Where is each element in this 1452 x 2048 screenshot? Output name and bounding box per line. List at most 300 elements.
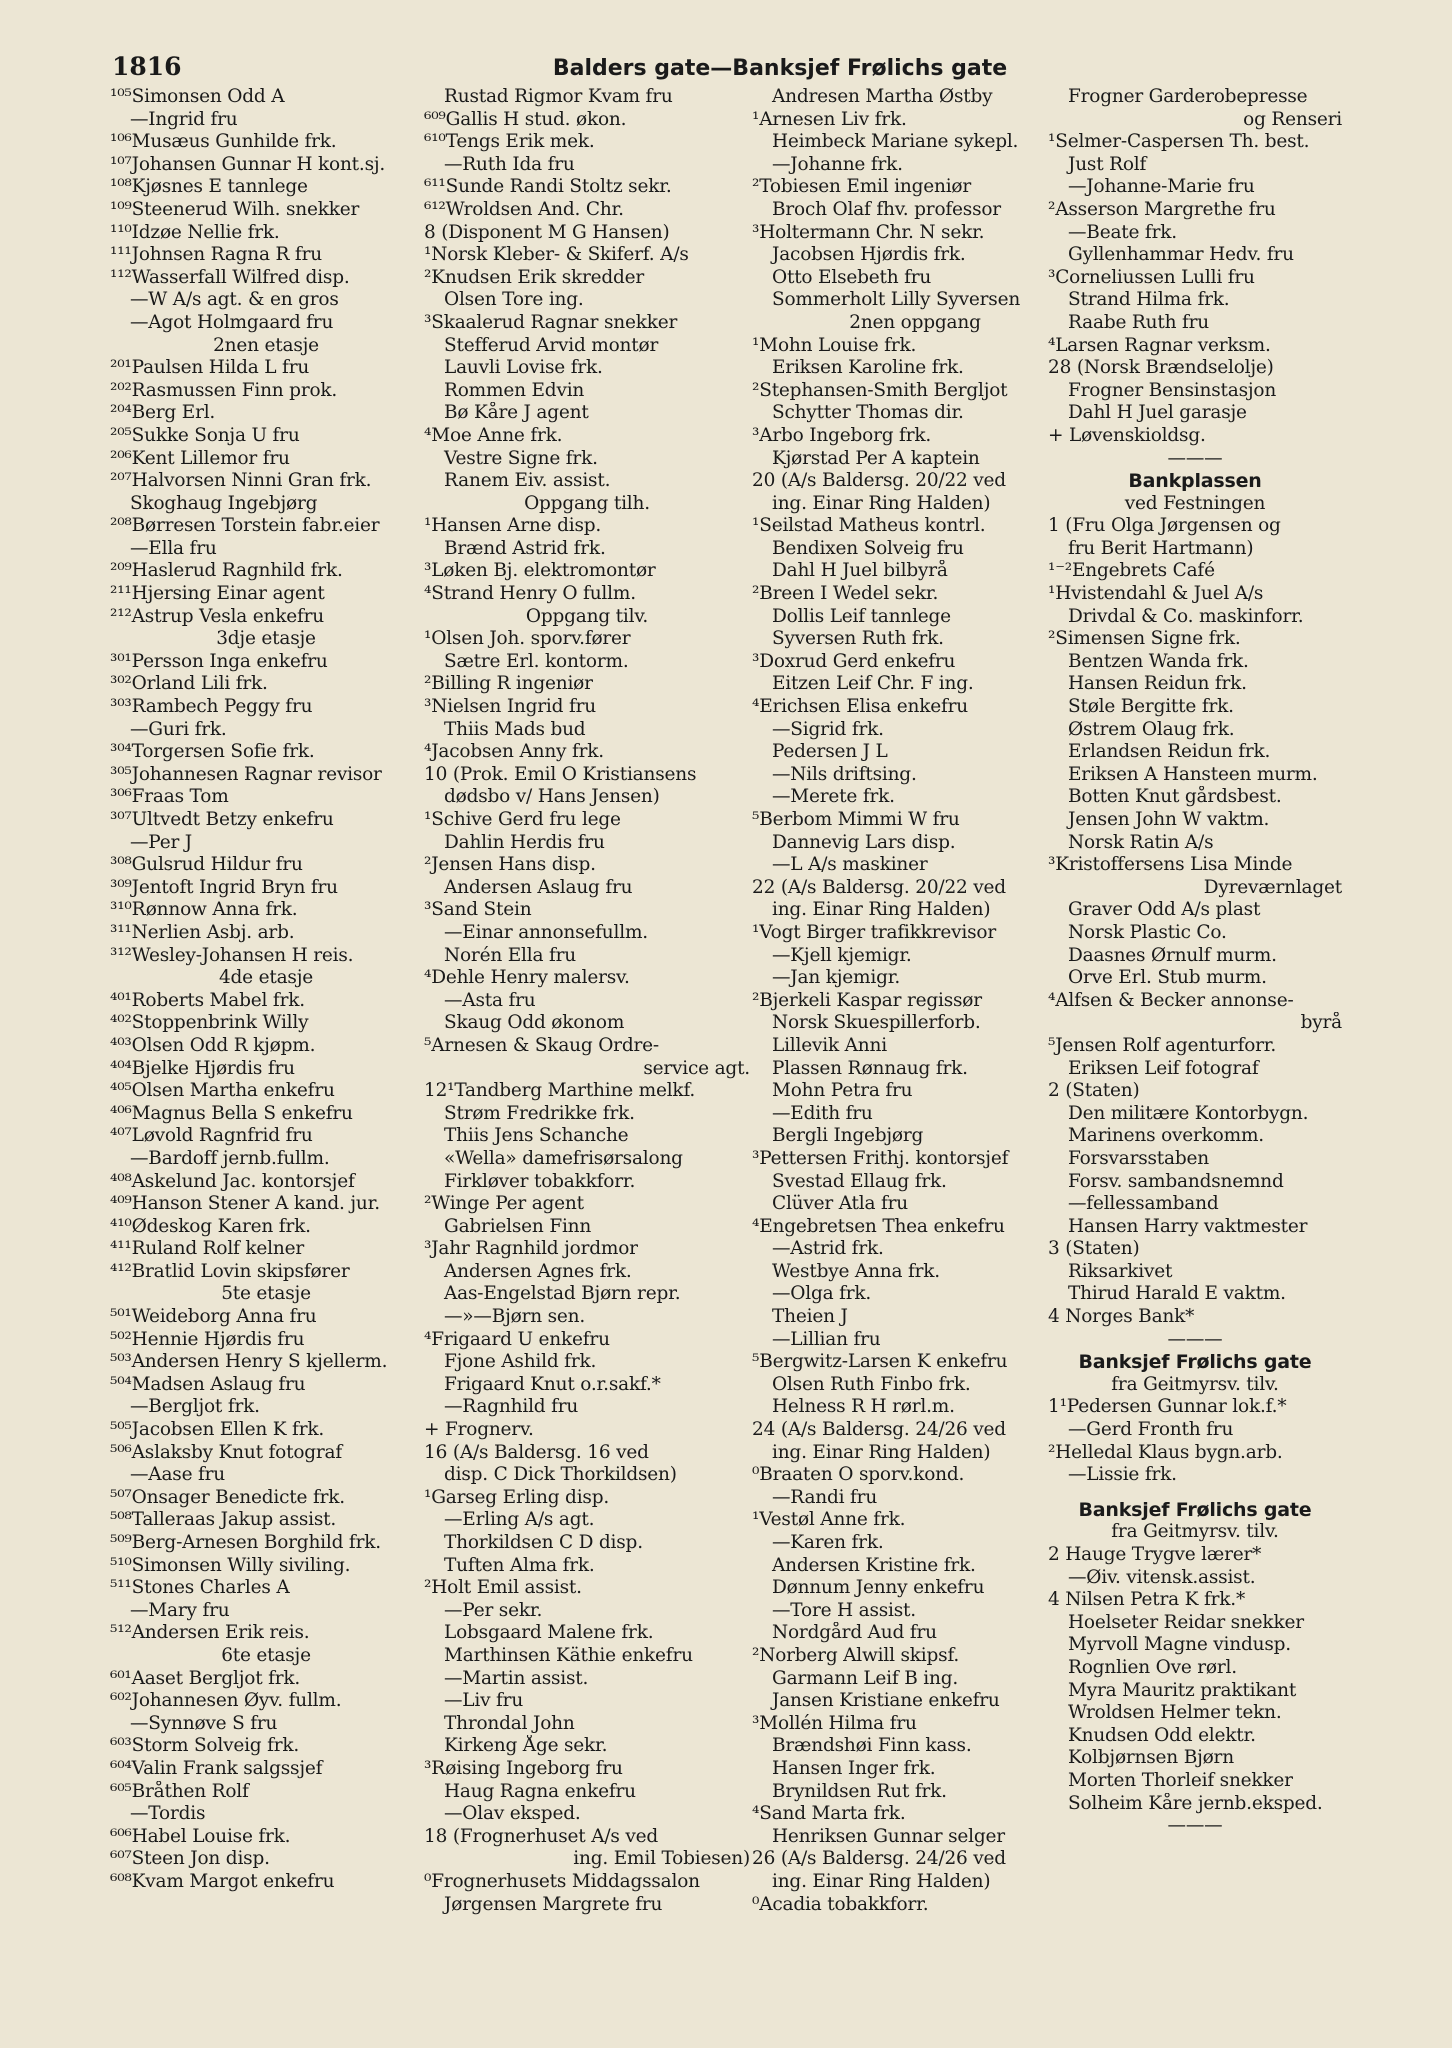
column-2: [424, 86, 750, 1916]
directory-entry: Eriksen A Hansteen murm.: [1068, 763, 1318, 785]
directory-entry: ⁴Erichsen Elisa enkefru: [752, 696, 968, 718]
section-rule: ———: [1167, 1328, 1223, 1350]
directory-entry: Østrem Olaug frk.: [1068, 718, 1235, 740]
directory-entry: fru Berit Hartmann): [1068, 537, 1254, 559]
directory-entry: —Lissie frk.: [1068, 1464, 1177, 1486]
directory-entry: Andersen Aslaug fru: [444, 876, 633, 898]
directory-entry: Jansen Kristiane enkefru: [772, 1690, 1000, 1712]
directory-entry: ³¹²Wesley-Johansen H reis.: [110, 944, 354, 966]
directory-entry: ⁶⁰⁸Kvam Margot enkefru: [110, 1870, 335, 1892]
directory-entry: —Ragnhild fru: [444, 1396, 579, 1418]
directory-entry: ⁴Larsen Ragnar verksm.: [1048, 334, 1271, 356]
directory-entry: ³Doxrud Gerd enkefru: [752, 650, 956, 672]
directory-entry: Botten Knut gårdsbest.: [1068, 786, 1282, 808]
directory-entry: ³Jahr Ragnhild jordmor: [424, 1238, 638, 1260]
directory-entry: Skaug Odd økonom: [444, 1012, 625, 1034]
directory-entry: ⁵⁰⁶Aslaksby Knut fotograf: [110, 1441, 343, 1463]
sub-heading: fra Geitmyrsv. tilv.: [1111, 1521, 1279, 1543]
directory-entry: Forsvarsstaben: [1068, 1147, 1209, 1169]
directory-entry: Kjørstad Per A kaptein: [772, 447, 980, 469]
sub-heading: 2nen etasje: [213, 334, 319, 356]
directory-entry: Helness R H rørl.m.: [772, 1396, 955, 1418]
directory-entry: ³Kristoffersens Lisa Minde: [1048, 854, 1293, 876]
directory-entry: ³Løken Bj. elektromontør: [424, 560, 656, 582]
directory-entry: ⁴Engebretsen Thea enkefru: [752, 1215, 1005, 1237]
directory-entry: ³Mollén Hilma fru: [752, 1712, 917, 1734]
directory-entry: ³⁰²Orland Lili frk.: [110, 673, 268, 695]
directory-entry: 1 (Fru Olga Jørgensen og: [1048, 515, 1281, 537]
directory-entry: Frogner Garderobepresse: [1068, 86, 1308, 107]
directory-entry: —Tore H assist.: [772, 1599, 916, 1621]
directory-entry: ²Simensen Signe frk.: [1048, 628, 1241, 650]
directory-entry: Andresen Martha Østby: [772, 86, 993, 107]
directory-entry: + Frognerv.: [424, 1419, 534, 1441]
directory-entry: 26 (A/s Baldersg. 24/26 ved: [752, 1848, 1006, 1870]
directory-entry: Svestad Ellaug frk.: [772, 1170, 947, 1192]
directory-entry: Den militære Kontorbygn.: [1068, 1102, 1309, 1124]
directory-entry: Brændshøi Finn kass.: [772, 1735, 972, 1757]
directory-entry: ²Breen I Wedel sekr.: [752, 583, 939, 605]
directory-entry: Frogner Bensinstasjon: [1068, 379, 1277, 401]
directory-entry: ⁰Acadia tobakkforr.: [752, 1893, 929, 1915]
directory-entry: Just Rolf: [1068, 153, 1147, 175]
directory-entry: service agt.: [643, 1057, 750, 1079]
directory-entry: 12¹Tandberg Marthine melkf.: [424, 1080, 696, 1102]
directory-entry: Tuften Alma frk.: [444, 1554, 595, 1576]
directory-entry: Støle Bergitte frk.: [1068, 696, 1234, 718]
directory-entry: Rognlien Ove rørl.: [1068, 1656, 1237, 1678]
directory-entry: ⁵⁰¹Weideborg Anna fru: [110, 1306, 317, 1328]
directory-entry: ³Corneliussen Lulli fru: [1048, 266, 1255, 288]
directory-entry: ²Stephansen-Smith Bergljot: [752, 379, 1008, 401]
directory-entry: ²⁰⁶Kent Lillemor fru: [110, 447, 290, 469]
directory-entry: Thiis Mads bud: [444, 718, 586, 740]
directory-entry: ¹⁻²Engebrets Café: [1048, 560, 1215, 582]
directory-entry: —Guri frk.: [130, 718, 227, 740]
directory-entry: —Ingrid fru: [130, 108, 238, 130]
directory-entry: Theien J: [772, 1306, 848, 1328]
directory-entry: ⁶¹²Wroldsen And. Chr.: [424, 198, 624, 220]
directory-entry: Pedersen J L: [772, 741, 888, 763]
section-rule: ———: [1167, 447, 1223, 469]
sub-heading: Oppgang tilv.: [525, 605, 649, 627]
directory-entry: ³⁰⁸Gulsrud Hildur fru: [110, 854, 303, 876]
directory-entry: Solheim Kåre jernb.eksped.: [1068, 1792, 1323, 1814]
directory-entry: ²⁰⁷Halvorsen Ninni Gran frk.: [110, 470, 372, 492]
directory-entry: Strand Hilma frk.: [1068, 289, 1230, 311]
directory-entry: Bergli Ingebjørg: [772, 1125, 924, 1147]
directory-entry: ¹⁰⁵Simonsen Odd A: [110, 86, 285, 107]
directory-entry: ³⁰⁶Fraas Tom: [110, 786, 229, 808]
directory-entry: Dannevig Lars disp.: [772, 831, 956, 853]
directory-entry: Dønnum Jenny enkefru: [772, 1577, 985, 1599]
directory-entry: ²⁰⁹Haslerud Ragnhild frk.: [110, 560, 343, 582]
directory-entry: ¹Norsk Kleber- & Skiferf. A/s: [424, 244, 689, 266]
directory-entry: ⁴Strand Henry O fullm.: [424, 583, 636, 605]
directory-entry: ²Jensen Hans disp.: [424, 854, 596, 876]
directory-entry: ³⁰⁴Torgersen Sofie frk.: [110, 741, 315, 763]
directory-entry: ⁵¹⁰Simonsen Willy siviling.: [110, 1554, 351, 1576]
directory-entry: Lillevik Anni: [772, 1034, 887, 1056]
directory-entry: —Karen frk.: [772, 1532, 884, 1553]
directory-entry: ²Asserson Margrethe fru: [1048, 198, 1276, 220]
directory-entry: ⁴⁰⁹Hanson Stener A kand. jur.: [110, 1193, 380, 1215]
directory-entry: 8 (Disponent M G Hansen): [424, 221, 670, 243]
sub-heading: 3dje etasje: [216, 628, 316, 650]
directory-entry: dødsbo v/ Hans Jensen): [444, 786, 660, 808]
directory-entry: Lobsgaard Malene frk.: [444, 1622, 654, 1644]
directory-entry: ¹Mohn Louise frk.: [752, 334, 917, 356]
directory-entry: Forsv. sambandsnemnd: [1068, 1170, 1284, 1192]
directory-entry: —Johanne frk.: [772, 153, 903, 175]
directory-entry: ⁵⁰⁴Madsen Aslaug fru: [110, 1373, 306, 1395]
directory-entry: Westbye Anna frk.: [772, 1260, 940, 1282]
directory-entry: Stefferud Arvid montør: [444, 334, 659, 356]
directory-entry: Bendixen Solveig fru: [772, 537, 964, 559]
directory-entry: og Renseri: [1243, 108, 1342, 130]
directory-entry: Brænd Astrid frk.: [444, 537, 606, 559]
section-heading: Bankplassen: [1128, 470, 1262, 493]
directory-entry: Orve Erl. Stub murm.: [1068, 967, 1267, 989]
directory-entry: ⁵Arnesen & Skaug Ordre-: [424, 1034, 659, 1056]
directory-entry: ⁰Braaten O sporv.kond.: [752, 1464, 965, 1486]
directory-entry: ³⁰⁹Jentoft Ingrid Bryn fru: [110, 876, 338, 898]
directory-entry: ⁵⁰⁷Onsager Benedicte frk.: [110, 1486, 345, 1508]
directory-entry: ³Pettersen Frithj. kontorsjef: [752, 1147, 1009, 1169]
directory-entry: ²⁰⁴Berg Erl.: [110, 402, 216, 424]
directory-entry: Throndal John: [444, 1712, 575, 1734]
directory-entry: Broch Olaf fhv. professor: [772, 198, 1001, 220]
directory-entry: ⁵⁰³Andersen Henry S kjellerm.: [110, 1351, 388, 1373]
directory-entry: Rommen Edvin: [444, 379, 585, 401]
directory-entry: —Olga frk.: [772, 1283, 872, 1305]
directory-entry: —Edith fru: [772, 1102, 873, 1124]
directory-entry: Kirkeng Åge sekr.: [444, 1735, 608, 1757]
sub-heading: fra Geitmyrsv. tilv.: [1111, 1373, 1279, 1395]
directory-entry: ⁶⁰⁷Steen Jon disp.: [110, 1848, 270, 1870]
directory-entry: ⁴⁰⁶Magnus Bella S enkefru: [110, 1102, 353, 1124]
directory-entry: ¹Seilstad Matheus kontrl.: [752, 515, 986, 537]
directory-entry: —»—Bjørn sen.: [444, 1306, 586, 1328]
directory-entry: Norsk Plastic Co.: [1068, 921, 1227, 943]
directory-entry: ²Winge Per agent: [424, 1193, 584, 1215]
directory-entry: ¹Olsen Joh. sporv.fører: [424, 628, 631, 650]
directory-entry: Dollis Leif tannlege: [772, 605, 951, 627]
directory-entry: 22 (A/s Baldersg. 20/22 ved: [752, 876, 1006, 898]
directory-entry: —Aase fru: [130, 1464, 226, 1486]
directory-entry: + Løvenskioldsg.: [1048, 424, 1206, 446]
directory-entry: Hansen Inger frk.: [772, 1757, 936, 1779]
directory-entry: ¹¹¹Johnsen Ragna R fru: [110, 244, 322, 266]
directory-entry: —L A/s maskiner: [772, 854, 928, 876]
column-1: [110, 86, 422, 1894]
directory-entry: Graver Odd A/s plast: [1068, 899, 1261, 921]
directory-entry: Thirud Harald E vaktm.: [1068, 1283, 1286, 1305]
directory-entry: Jensen John W vaktm.: [1068, 809, 1270, 830]
directory-entry: ²⁰⁵Sukke Sonja U fru: [110, 424, 300, 446]
section-heading: Banksjef Frølichs gate: [1078, 1498, 1312, 1521]
directory-entry: ⁶¹¹Sunde Randi Stoltz sekr.: [424, 176, 672, 198]
directory-entry: ³⁰⁷Ultvedt Betzy enkefru: [110, 809, 334, 830]
directory-entry: ¹Vogt Birger trafikkrevisor: [752, 921, 996, 943]
directory-entry: ⁴Sand Marta frk.: [752, 1803, 906, 1825]
directory-entry: —Tordis: [130, 1803, 206, 1825]
sub-heading: 4de etasje: [218, 967, 314, 989]
sub-heading: Oppgang tilh.: [524, 492, 650, 514]
directory-entry: ²¹¹Hjersing Einar agent: [110, 583, 325, 605]
directory-entry: —Per J: [130, 831, 193, 853]
directory-entry: —Agot Holmgaard fru: [130, 311, 334, 333]
section-heading: Banksjef Frølichs gate: [1078, 1351, 1312, 1374]
running-head: Balders gate—Banksjef Frølichs gate: [552, 56, 1008, 81]
directory-entry: ³Sand Stein: [424, 899, 532, 921]
directory-entry: ³⁰⁵Johannesen Ragnar revisor: [110, 763, 382, 785]
directory-entry: ⁶⁰⁴Valin Frank salgssjef: [110, 1757, 323, 1779]
directory-entry: Aas-Engelstad Bjørn repr.: [444, 1283, 681, 1305]
directory-entry: Fjone Ashild frk.: [444, 1351, 597, 1373]
directory-entry: ²Tobiesen Emil ingeniør: [752, 176, 971, 198]
directory-entry: Andersen Kristine frk.: [772, 1554, 976, 1576]
directory-entry: ¹⁰⁶Musæus Gunhilde frk.: [110, 131, 337, 153]
directory-entry: Marinens overkomm.: [1068, 1125, 1264, 1147]
directory-entry: —Øiv. vitensk.assist.: [1068, 1566, 1256, 1588]
directory-entry: —Erling A/s agt.: [444, 1509, 595, 1531]
directory-entry: —Olav eksped.: [444, 1803, 581, 1825]
directory-entry: —Ella fru: [130, 537, 217, 559]
directory-entry: ¹¹⁰Idzøe Nellie frk.: [110, 221, 280, 243]
directory-entry: —Gerd Fronth fru: [1068, 1419, 1234, 1441]
directory-entry: ³Arbo Ingeborg frk.: [752, 424, 932, 446]
directory-entry: Dyreværnlaget: [1203, 876, 1342, 898]
directory-entry: ³Holtermann Chr. N sekr.: [752, 221, 985, 243]
directory-entry: 20 (A/s Baldersg. 20/22 ved: [752, 470, 1006, 492]
directory-entry: Eriksen Karoline frk.: [772, 357, 964, 379]
directory-entry: «Wella» damefrisørsalong: [444, 1147, 683, 1169]
directory-entry: ²Helledal Klaus bygn.arb.: [1048, 1441, 1283, 1463]
directory-entry: Schytter Thomas dir.: [772, 402, 964, 424]
directory-entry: Myrvoll Magne vindusp.: [1068, 1634, 1291, 1656]
directory-entry: —Ruth Ida fru: [444, 153, 575, 175]
directory-entry: ¹Hvistendahl & Juel A/s: [1048, 583, 1264, 605]
directory-entry: Brynildsen Rut frk.: [772, 1780, 947, 1802]
directory-entry: Kolbjørnsen Bjørn: [1068, 1747, 1234, 1769]
directory-entry: ⁵⁰⁹Berg-Arnesen Borghild frk.: [110, 1532, 381, 1553]
directory-entry: ³¹⁰Rønnow Anna frk.: [110, 899, 298, 921]
directory-entry: —Martin assist.: [444, 1667, 589, 1689]
directory-entry: Eitzen Leif Chr. F ing.: [772, 673, 974, 695]
directory-entry: Clüver Atla fru: [772, 1193, 909, 1215]
directory-entry: —Lillian fru: [772, 1328, 881, 1350]
directory-entry: ³Nielsen Ingrid fru: [424, 696, 596, 718]
directory-entry: Drivdal & Co. maskinforr.: [1068, 605, 1304, 627]
directory-entry: ⁴⁰¹Roberts Mabel frk.: [110, 989, 305, 1011]
directory-entry: ⁴¹⁰Ødeskog Karen frk.: [110, 1215, 311, 1237]
directory-entry: Thorkildsen C D disp.: [444, 1532, 643, 1553]
directory-entry: ⁶⁰⁶Habel Louise frk.: [110, 1825, 291, 1847]
directory-entry: Frigaard Knut o.r.sakf.*: [444, 1373, 661, 1395]
directory-entry: Heimbeck Mariane sykepl.: [772, 131, 1019, 153]
directory-entry: Hoelseter Reidar snekker: [1068, 1611, 1304, 1633]
directory-entry: Wroldsen Helmer tekn.: [1068, 1702, 1282, 1724]
sub-heading: ved Festningen: [1124, 492, 1266, 514]
directory-entry: ²⁰²Rasmussen Finn prok.: [110, 379, 338, 401]
directory-entry: 18 (Frognerhuset A/s ved: [424, 1825, 659, 1847]
directory-entry: ¹Vestøl Anne frk.: [752, 1509, 906, 1531]
directory-entry: 4 Norges Bank*: [1048, 1306, 1195, 1328]
directory-entry: Myra Mauritz praktikant: [1068, 1679, 1297, 1701]
directory-entry: ¹¹²Wasserfall Wilfred disp.: [110, 266, 350, 288]
directory-entry: ⁵⁰²Hennie Hjørdis fru: [110, 1328, 305, 1350]
directory-entry: —Jan kjemigr.: [772, 967, 901, 989]
directory-entry: ⁴¹¹Ruland Rolf kelner: [110, 1238, 304, 1260]
directory-entry: ⁵Jensen Rolf agenturforr.: [1048, 1034, 1277, 1056]
directory-entry: Erlandsen Reidun frk.: [1068, 741, 1271, 763]
directory-entry: ³¹¹Nerlien Asbj. arb.: [110, 921, 295, 943]
directory-entry: —Liv fru: [444, 1690, 524, 1712]
directory-entry: Hansen Harry vaktmester: [1068, 1215, 1308, 1237]
directory-entry: Mohn Petra fru: [772, 1080, 913, 1102]
directory-entry: ²Norberg Alwill skipsf.: [752, 1644, 960, 1666]
directory-entry: ing. Einar Ring Halden): [772, 1441, 991, 1463]
directory-entry: ⁴⁰⁸Askelund Jac. kontorsjef: [110, 1170, 355, 1192]
directory-entry: ¹Hansen Arne disp.: [424, 515, 602, 537]
directory-entry: ²⁰¹Paulsen Hilda L fru: [110, 357, 310, 379]
directory-entry: Norén Ella fru: [444, 944, 576, 966]
directory-entry: Vestre Signe frk.: [444, 447, 598, 469]
directory-entry: —Mary fru: [130, 1599, 230, 1621]
directory-entry: ¹⁰⁷Johansen Gunnar H kont.sj.: [110, 153, 386, 175]
directory-entry: Henriksen Gunnar selger: [772, 1825, 1005, 1847]
directory-entry: disp. C Dick Thorkildsen): [444, 1464, 677, 1486]
directory-entry: ⁴Jacobsen Anny frk.: [424, 741, 604, 763]
directory-entry: Jørgensen Margrete fru: [444, 1893, 663, 1915]
directory-entry: ²¹²Astrup Vesla enkefru: [110, 605, 324, 627]
directory-entry: ¹Schive Gerd fru lege: [424, 809, 621, 830]
directory-entry: Daasnes Ørnulf murm.: [1068, 944, 1277, 966]
directory-entry: ¹Selmer-Caspersen Th. best.: [1048, 131, 1310, 153]
directory-entry: ⁴Dehle Henry malersv.: [424, 967, 630, 989]
directory-entry: Olsen Ruth Finbo frk.: [772, 1373, 971, 1395]
directory-entry: ⁴⁰²Stoppenbrink Willy: [110, 1012, 309, 1034]
directory-entry: —Asta fru: [444, 989, 536, 1011]
directory-entry: ⁵Bergwitz-Larsen K enkefru: [752, 1351, 1008, 1373]
directory-entry: ²⁰⁸Børresen Torstein fabr.eier: [110, 515, 380, 537]
directory-entry: Syversen Ruth frk.: [772, 628, 944, 650]
directory-entry: Jacobsen Hjørdis frk.: [772, 244, 966, 266]
directory-entry: Andersen Agnes frk.: [444, 1260, 632, 1282]
directory-entry: 1¹Pedersen Gunnar lok.f.*: [1048, 1396, 1287, 1418]
directory-entry: Dahl H Juel garasje: [1068, 402, 1247, 424]
directory-entry: ⁶⁰³Storm Solveig frk.: [110, 1735, 300, 1757]
directory-entry: ⁴Frigaard U enkefru: [424, 1328, 610, 1350]
directory-entry: Gyllenhammar Hedv. fru: [1068, 244, 1294, 266]
directory-entry: 2 (Staten): [1048, 1080, 1140, 1102]
directory-entry: ⁴⁰³Olsen Odd R kjøpm.: [110, 1034, 316, 1056]
directory-entry: Otto Elsebeth fru: [772, 266, 932, 288]
directory-entry: Nordgård Aud fru: [772, 1622, 937, 1644]
directory-entry: ⁵¹¹Stones Charles A: [110, 1577, 290, 1599]
directory-entry: byrå: [1300, 1012, 1342, 1034]
directory-entry: Knudsen Odd elektr.: [1068, 1724, 1256, 1746]
directory-entry: ⁶⁰⁹Gallis H stud. økon.: [424, 108, 627, 130]
directory-entry: Ranem Eiv. assist.: [444, 470, 611, 492]
directory-entry: ³Røising Ingeborg fru: [424, 1757, 623, 1779]
directory-entry: —Einar annonsefullm.: [444, 921, 648, 943]
directory-entry: Norsk Ratin A/s: [1068, 831, 1214, 853]
directory-entry: ing. Einar Ring Halden): [772, 492, 991, 514]
directory-entry: —Sigrid frk.: [772, 718, 884, 740]
directory-entry: ⁴⁰⁷Løvold Ragnfrid fru: [110, 1125, 313, 1147]
directory-entry: —Randi fru: [772, 1486, 878, 1508]
directory-entry: Raabe Ruth fru: [1068, 311, 1209, 333]
directory-entry: —Bergljot frk.: [130, 1396, 260, 1418]
directory-entry: ⁵⁰⁵Jacobsen Ellen K frk.: [110, 1419, 325, 1441]
directory-entry: 10 (Prok. Emil O Kristiansens: [424, 763, 697, 785]
directory-entry: Dahl H Juel bilbyrå: [772, 560, 948, 582]
directory-entry: ¹⁰⁸Kjøsnes E tannlege: [110, 176, 308, 198]
directory-entry: Norsk Skuespillerforb.: [772, 1012, 981, 1034]
directory-entry: ⁴Moe Anne frk.: [424, 424, 563, 446]
directory-entry: Garmann Leif B ing.: [772, 1667, 959, 1689]
directory-entry: —Synnøve S fru: [130, 1712, 278, 1734]
directory-entry: ⁴⁰⁵Olsen Martha enkefru: [110, 1080, 335, 1102]
directory-entry: ²Holt Emil assist.: [424, 1577, 582, 1599]
sub-heading: 6te etasje: [221, 1644, 311, 1666]
directory-entry: —Per sekr.: [444, 1599, 543, 1621]
directory-entry: Firkløver tobakkforr.: [444, 1170, 636, 1192]
directory-entry: ing. Emil Tobiesen): [573, 1848, 750, 1870]
directory-entry: ³⁰¹Persson Inga enkefru: [110, 650, 328, 672]
directory-entry: Dahlin Herdis fru: [444, 831, 605, 853]
directory-entry: Eriksen Leif fotograf: [1068, 1057, 1259, 1079]
directory-entry: —fellessamband: [1068, 1193, 1219, 1215]
directory-entry: —Bardoff jernb.fullm.: [130, 1147, 330, 1169]
directory-entry: ⁴Alfsen & Becker annonse-: [1048, 989, 1294, 1011]
directory-entry: ⁵¹²Andersen Erik reis.: [110, 1622, 310, 1644]
directory-entry: ¹Garseg Erling disp.: [424, 1486, 610, 1508]
directory-entry: ⁶⁰¹Aaset Bergljot frk.: [110, 1667, 301, 1689]
directory-entry: ⁵Berbom Mimmi W fru: [752, 809, 960, 830]
directory-entry: ⁶⁰⁵Bråthen Rolf: [110, 1780, 249, 1802]
directory-entry: ²Bjerkeli Kaspar regissør: [752, 989, 982, 1011]
directory-entry: ³Skaalerud Ragnar snekker: [424, 311, 678, 333]
directory-entry: Lauvli Lovise frk.: [444, 357, 603, 379]
directory-entry: ¹⁰⁹Steenerud Wilh. snekker: [110, 198, 360, 220]
directory-entry: ⁰Frognerhusets Middagssalon: [424, 1870, 700, 1892]
directory-entry: Bentzen Wanda frk.: [1068, 650, 1249, 672]
sub-heading: 2nen oppgang: [849, 311, 981, 333]
section-rule: ———: [1167, 1815, 1223, 1837]
directory-entry: 16 (A/s Baldersg. 16 ved: [424, 1441, 649, 1463]
column-3: [752, 86, 1078, 1916]
directory-entry: Rustad Rigmor Kvam fru: [444, 86, 673, 107]
directory-entry: —Nils driftsing.: [772, 763, 917, 785]
directory-entry: Skoghaug Ingebjørg: [130, 492, 318, 514]
directory-entry: Riksarkivet: [1068, 1260, 1173, 1282]
directory-entry: Strøm Fredrikke frk.: [444, 1102, 635, 1124]
directory-entry: Hansen Reidun frk.: [1068, 673, 1247, 695]
directory-entry: Gabrielsen Finn: [444, 1215, 592, 1237]
directory-entry: ⁶⁰²Johannesen Øyv. fullm.: [110, 1690, 342, 1712]
directory-entry: Sætre Erl. kontorm.: [444, 650, 629, 672]
section-rule: [1048, 1487, 1342, 1499]
directory-entry: —Beate frk.: [1068, 221, 1177, 243]
directory-entry: Sommerholt Lilly Syversen: [772, 289, 1021, 311]
directory-entry: ⁴⁰⁴Bjelke Hjørdis fru: [110, 1057, 295, 1079]
directory-entry: ²Knudsen Erik skredder: [424, 266, 645, 288]
directory-entry: Morten Thorleif snekker: [1068, 1769, 1293, 1791]
directory-entry: ing. Einar Ring Halden): [772, 1870, 991, 1892]
